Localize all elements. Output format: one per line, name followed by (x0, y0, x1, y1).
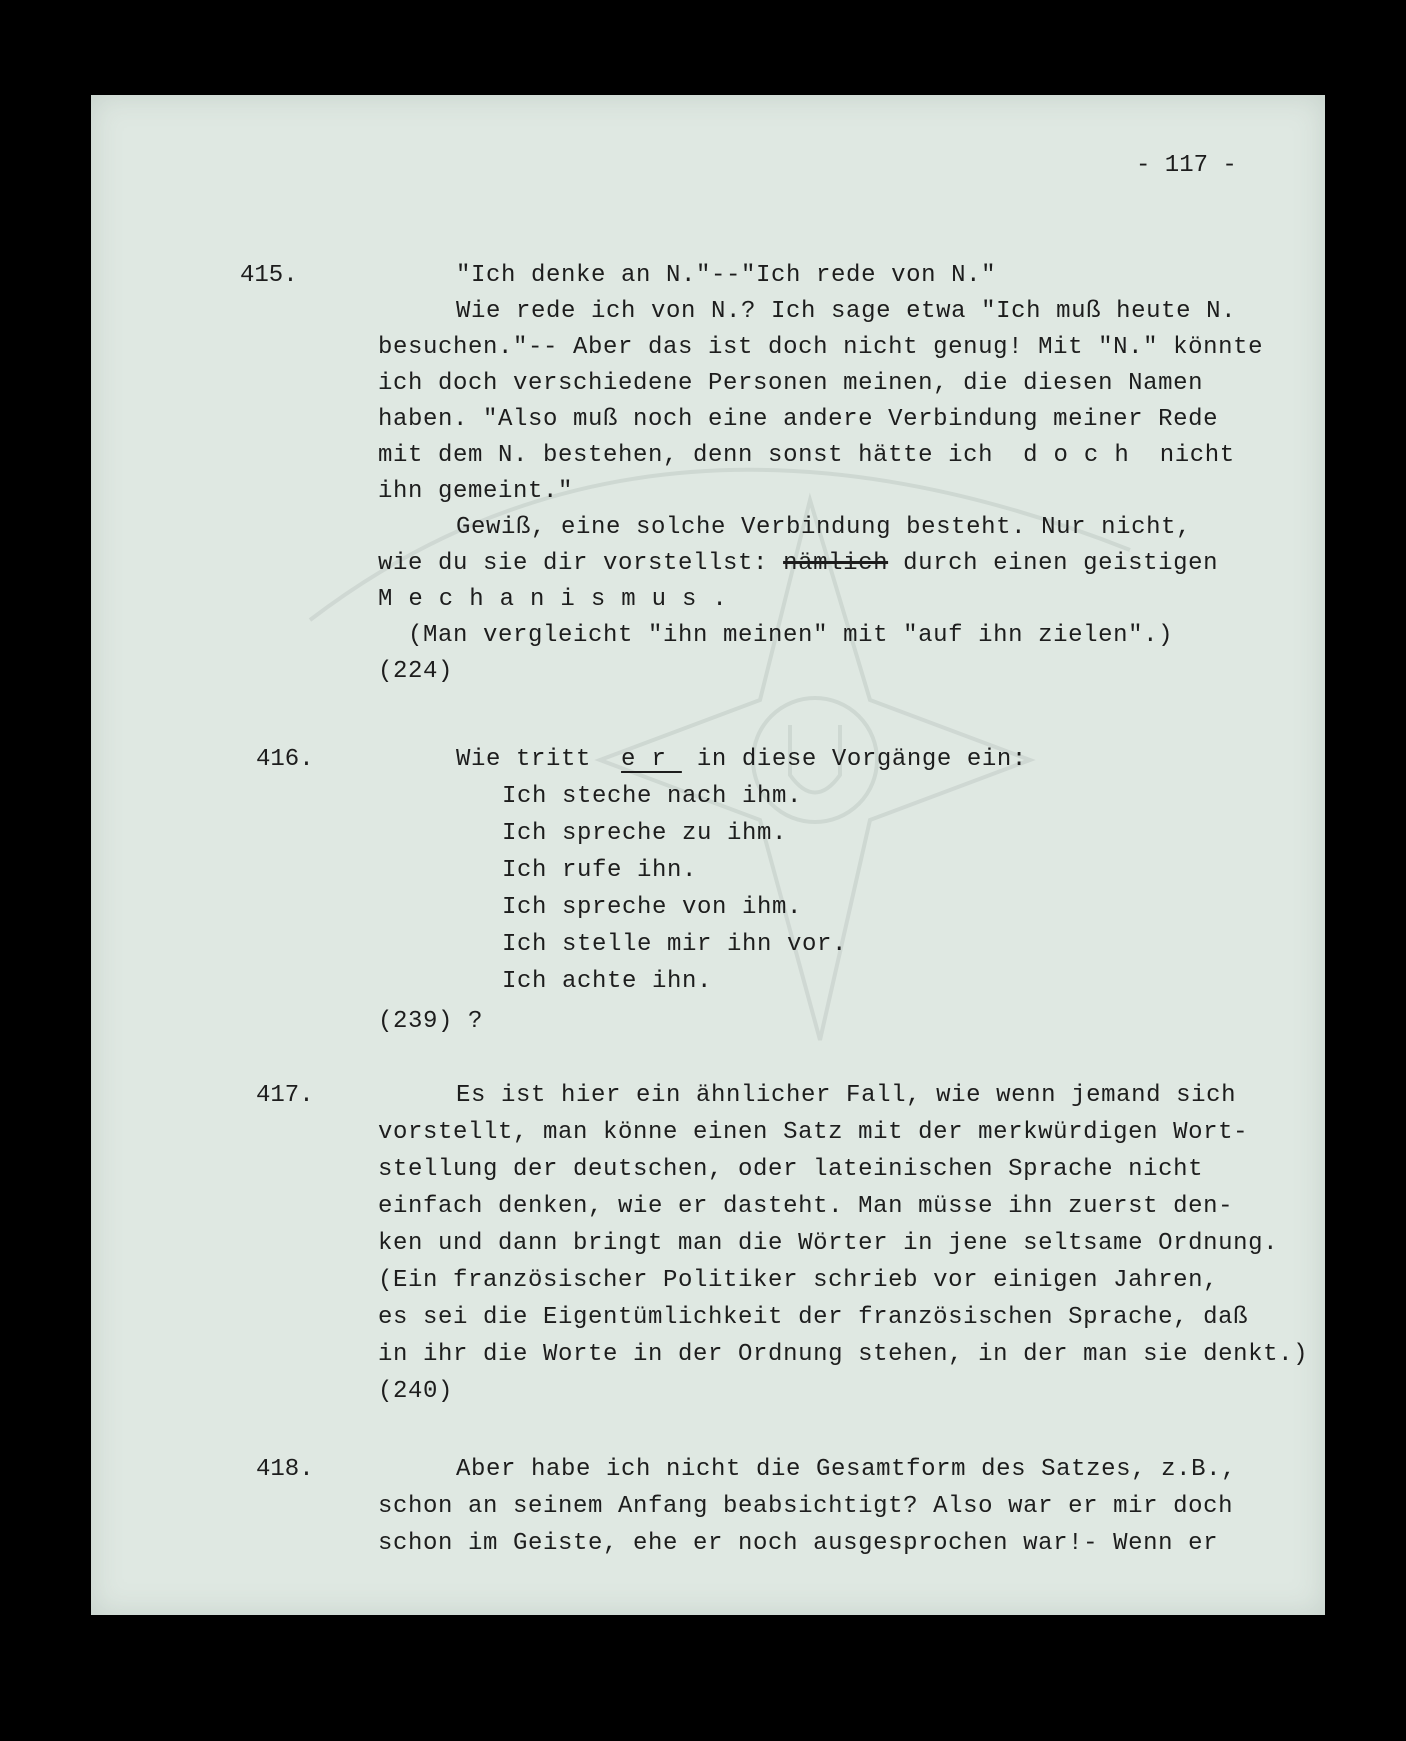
s416-item: Ich spreche zu ihm. (502, 820, 788, 847)
struck-word: nämlich (783, 550, 889, 577)
s416-item: Ich steche nach ihm. (502, 783, 803, 810)
s415-line-8: Gewiß, eine solche Verbindung besteht. Nur nicht, (456, 514, 1192, 541)
s415-line-3: besuchen."-- Aber das ist doch nicht genug! Mit "N." könnte (378, 334, 1264, 361)
s416-item: Ich achte ihn. (502, 968, 713, 995)
s415-line-6-text: mit dem N. bestehen, denn sonst hätte ich (378, 442, 994, 469)
s416-item: Ich rufe ihn. (502, 857, 698, 884)
s415-line-9-end: durch einen geistigen (903, 550, 1219, 577)
s417-line-8: in ihr die Worte in der Ordnung stehen, in der man sie denkt.) (378, 1341, 1309, 1368)
emphasized-er: er (621, 746, 682, 773)
s418-line-2: schon an seinem Anfang beabsichtigt? Also war er mir doch (378, 1493, 1234, 1520)
s416-line-1 (456, 742, 1027, 778)
s415-reference: (224) (378, 658, 454, 685)
s415-line-9-text: wie du sie dir vorstellst: (378, 550, 769, 577)
s417-line-7: es sei die Eigentümlichkeit der französischen Sprache, daß (378, 1304, 1249, 1331)
s417-line-1: Es ist hier ein ähnlicher Fall, wie wenn jemand sich (456, 1082, 1237, 1109)
s415-line-2: Wie rede ich von N.? Ich sage etwa "Ich muß heute N. (456, 298, 1237, 325)
s415-line-4: ich doch verschiedene Personen meinen, die diesen Namen (378, 370, 1204, 397)
emphasized-doch: doch (1023, 442, 1145, 469)
section-number-416: 416. (256, 746, 314, 773)
page-number: - 117 - (1136, 152, 1237, 179)
s418-line-3: schon im Geiste, ehe er noch ausgesprochen war!- Wenn er (378, 1530, 1219, 1557)
section-number-418: 418. (256, 1456, 314, 1483)
s417-reference: (240) (378, 1378, 454, 1405)
s418-line-1: Aber habe ich nicht die Gesamtform des Satzes, z.B., (456, 1456, 1237, 1483)
s416-item: Ich stelle mir ihn vor. (502, 931, 848, 958)
s415-line-6-end: nicht (1159, 442, 1235, 469)
section-number-415: 415. (240, 262, 298, 289)
s417-line-2: vorstellt, man könne einen Satz mit der merkwürdigen Wort- (378, 1119, 1249, 1146)
s417-line-3: stellung der deutschen, oder lateinischen Sprache nicht (378, 1156, 1204, 1183)
s417-line-4: einfach denken, wie er dasteht. Man müsse ihn zuerst den- (378, 1193, 1234, 1220)
s416-item: Ich spreche von ihm. (502, 894, 803, 921)
s417-line-6: (Ein französischer Politiker schrieb vor einigen Jahren, (378, 1267, 1219, 1294)
s416-reference: (239) ? (378, 1008, 484, 1035)
emphasized-mechanismus: Mechanismus. (378, 586, 743, 613)
s415-line-11: (Man vergleicht "ihn meinen" mit "auf ihn zielen".) (408, 622, 1174, 649)
section-number-417: 417. (256, 1082, 314, 1109)
s415-line-1: "Ich denke an N."--"Ich rede von N." (456, 262, 997, 289)
s416-line-1-end: in diese Vorgänge ein: (696, 746, 1027, 773)
s415-line-5: haben. "Also muß noch eine andere Verbindung meiner Rede (378, 406, 1219, 433)
s416-line-1-text: Wie tritt (456, 746, 592, 773)
s415-line-7: ihn gemeint." (378, 478, 574, 505)
s415-line-9 (378, 546, 1218, 582)
s417-line-5: ken und dann bringt man die Wörter in jene seltsame Ordnung. (378, 1230, 1279, 1257)
s415-line-6 (378, 438, 1235, 474)
